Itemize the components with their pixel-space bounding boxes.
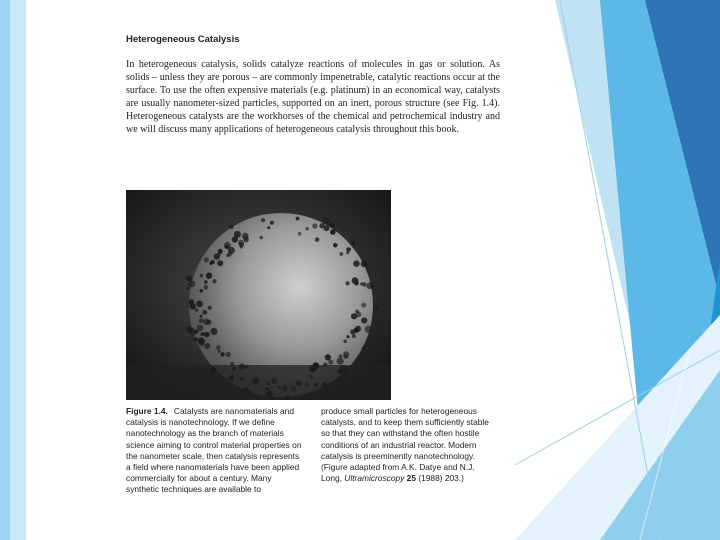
caption-left-text: Catalysts are nanomaterials and catalysis is nanotechnology. If we define nanotechnology as the branch of materials science aiming to control material properties on the nanometer scale, then catalysis represents a field where nanomaterials have been applied commercially for about a century. Many synthetic techniques are available to [126, 406, 302, 495]
intro-paragraph: In heterogeneous catalysis, solids catalyze reactions of molecules in gas or solution. As solids – unless they are porous – are commonly impenetrable, catalytic reactions occur at the surface. To use the often expensive materials (e.g. platinum) in an economical way, catalysts are usually nanometer-sized particles, supported on an inert, porous structure (see Fig. 1.4). Heterogeneous catalysts are the workhorses of the chemical and petrochemical industry and we will discuss many applications of heterogeneous catalysis throughout this book. [126, 59, 500, 135]
caption-right-text: produce small particles for heterogeneous catalysts, and to keep them sufficiently stable so that they can withstand the often hostile conditions of an industrial reactor. Modern catalysis is preeminently nanotechnology. (Figure adapted from A.K. Datye and N.J. Long, [321, 406, 489, 484]
citation-suffix: (1988) 203.) [418, 473, 464, 484]
journal-name: Ultramicroscopy [344, 473, 405, 484]
journal-volume: 25 [406, 473, 416, 484]
figure-label: Figure 1.4. [126, 406, 168, 416]
figure-caption-left [126, 406, 306, 496]
micrograph-image [126, 190, 391, 400]
figure-caption-right [321, 406, 493, 484]
section-heading: Heterogeneous Catalysis [126, 34, 240, 45]
